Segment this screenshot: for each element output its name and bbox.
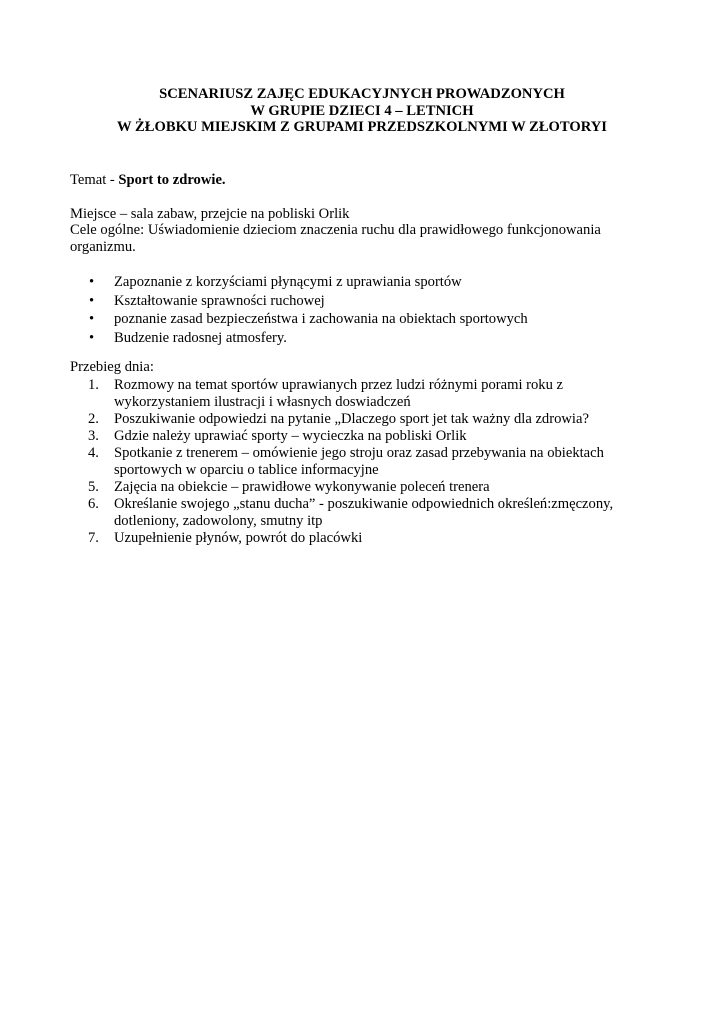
step-number: 4. [88,445,99,461]
title-line-1: SCENARIUSZ ZAJĘC EDUKACYJNYCH PROWADZONYCH [159,86,565,102]
topic-label: Temat - [70,172,119,188]
bullet-text: poznanie zasad bezpieczeństwa i zachowania na obiektach sportowych [114,311,528,327]
list-item [70,530,630,547]
title-line-3: W ŻŁOBKU MIEJSKIM Z GRUPAMI PRZEDSZKOLNYMI W ZŁOTORYI [117,119,607,135]
step-number: 1. [88,377,99,393]
goals-bullet-list [70,274,670,348]
place-line: Miejsce – sala zabaw, przejcie na pobliski Orlik [70,206,350,222]
title-line-2: W GRUPIE DZIECI 4 – LETNICH [250,102,474,119]
day-plan-list [70,377,630,547]
document-title [0,86,724,136]
step-text: Uzupełnienie płynów, powrót do placówki [114,530,363,546]
step-number: 2. [88,411,99,427]
step-number: 6. [88,496,99,512]
topic-value: Sport to zdrowie. [118,172,226,188]
step-text: Określanie swojego „stanu ducha” - poszukiwanie odpowiednich określeń:zmęczony, dotleniony, zadowolony, smutny itp [114,496,614,529]
list-item [70,411,630,428]
bullet-text: Zapoznanie z korzyściami płynącymi z uprawiania sportów [114,274,462,290]
list-item [70,330,670,349]
topic-line [70,172,226,189]
step-text: Spotkanie z trenerem – omówienie jego stroju oraz zasad przebywania na obiektach sportowych w oparciu o tablice informacyjne [114,445,604,478]
step-number: 3. [88,428,99,444]
list-item [70,496,630,530]
bullet-text: Kształtowanie sprawności ruchowej [114,292,325,309]
list-item [70,311,670,330]
list-item [70,428,630,445]
step-text: Poszukiwanie odpowiedzi na pytanie „Dlaczego sport jet tak ważny dla zdrowia? [114,411,589,427]
general-goals: Cele ogólne: Uświadomienie dzieciom znaczenia ruchu dla prawidłowego funkcjonowania organizmu. [70,222,601,255]
list-item [70,274,670,293]
step-text: Zajęcia na obiekcie – prawidłowe wykonywanie poleceń trenera [114,479,490,495]
list-item [70,445,630,479]
list-item [70,479,630,496]
bullet-icon: • [89,274,95,290]
day-plan-heading: Przebieg dnia: [70,359,154,375]
bullet-text: Budzenie radosnej atmosfery. [114,329,287,346]
bullet-icon: • [89,311,95,327]
list-item [70,293,670,312]
step-number: 7. [88,530,99,546]
list-item [70,377,630,411]
step-text: Gdzie należy uprawiać sporty – wycieczka na pobliski Orlik [114,428,467,444]
bullet-icon: • [89,329,95,346]
step-text: Rozmowy na temat sportów uprawianych przez ludzi różnymi porami roku z wykorzystaniem ilustracji i własnych doswiadczeń [114,377,564,410]
bullet-icon: • [89,292,95,309]
step-number: 5. [88,479,99,495]
